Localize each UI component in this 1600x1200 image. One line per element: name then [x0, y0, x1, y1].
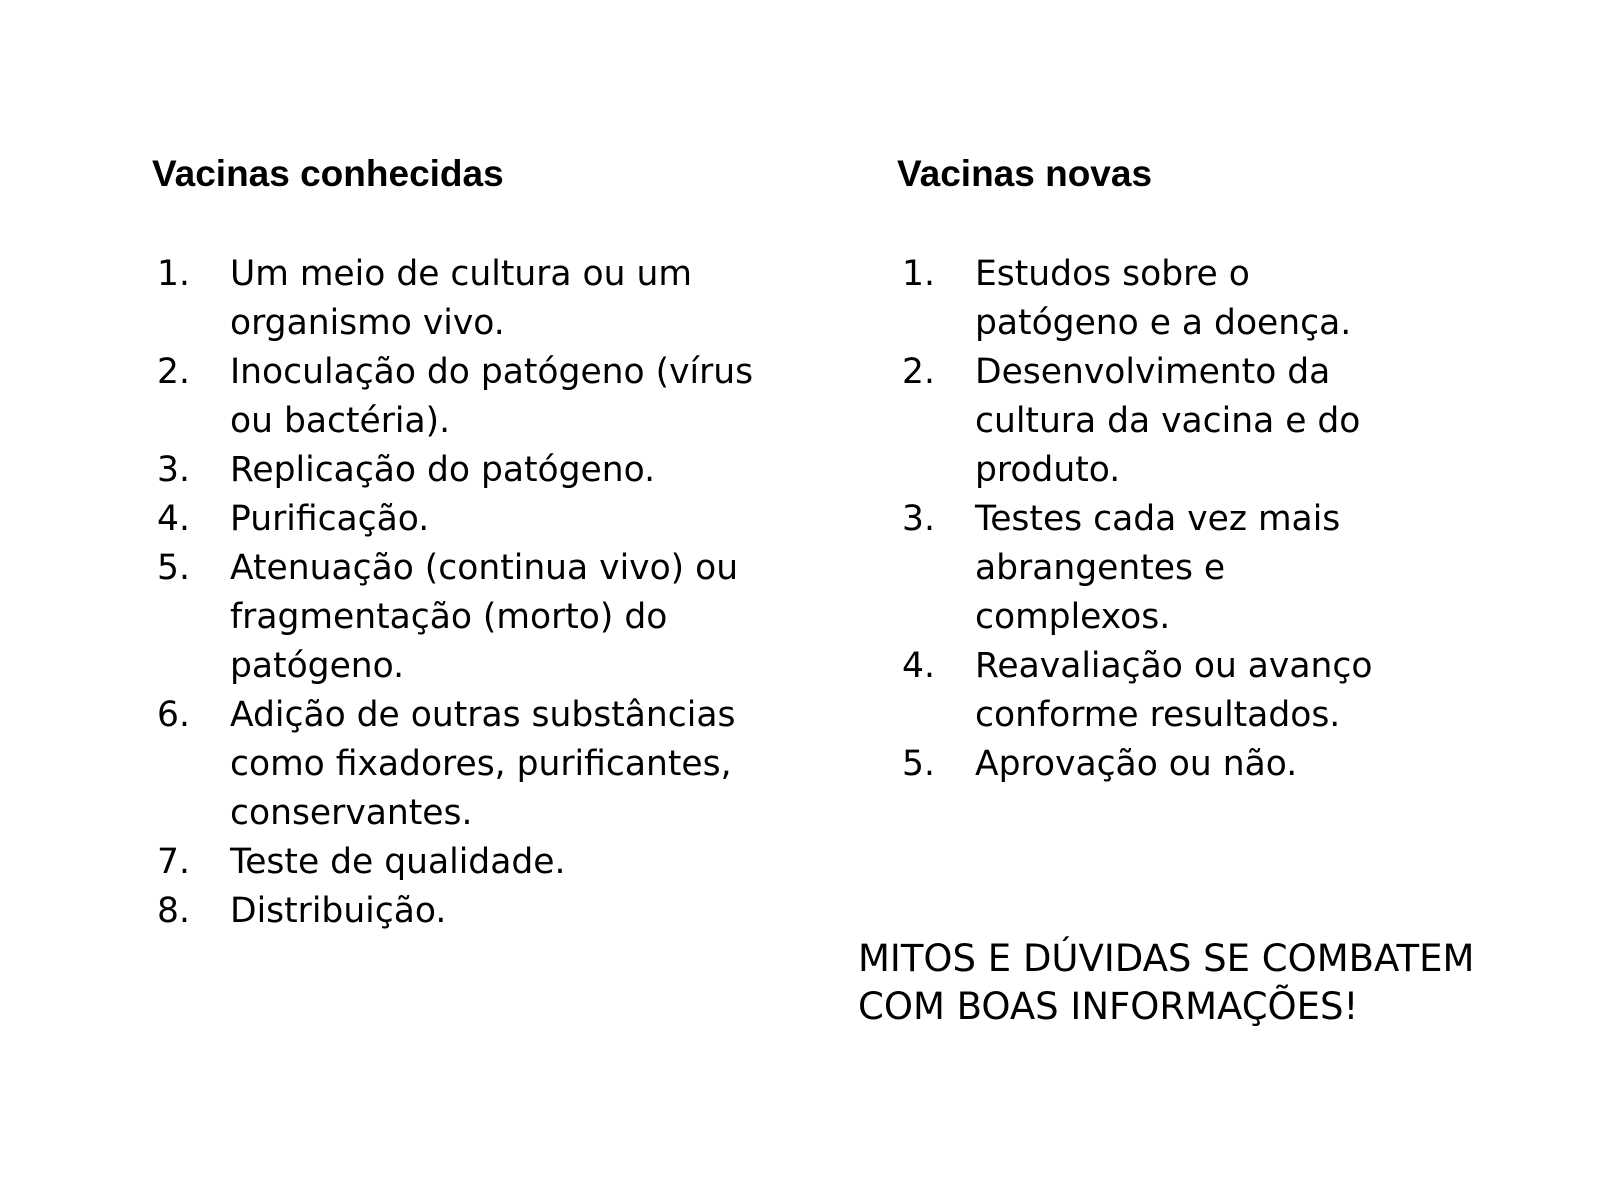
item-text: Inoculação do patógeno (vírus ou bactéria). — [230, 352, 754, 441]
footer-line-2: COM BOAS INFORMAÇÕES! — [858, 985, 1359, 1028]
list-item — [157, 887, 790, 936]
list-item — [902, 495, 1415, 642]
list-item — [157, 250, 790, 348]
item-text: Testes cada vez mais abrangentes e complexos. — [975, 499, 1341, 637]
list-item — [902, 250, 1415, 348]
item-number: 3. — [902, 499, 935, 539]
item-number: 2. — [157, 352, 190, 392]
item-text: Adição de outras substâncias como fixadores, purificantes, conservantes. — [230, 695, 736, 833]
footer-slogan — [858, 935, 1558, 1031]
item-number: 8. — [157, 891, 190, 931]
item-number: 1. — [157, 254, 190, 294]
item-number: 3. — [157, 450, 190, 490]
new-vaccines-list — [902, 250, 1415, 789]
item-number: 5. — [157, 548, 190, 588]
item-text: Aprovação ou não. — [975, 744, 1298, 784]
list-item — [157, 691, 790, 838]
item-text: Distribuição. — [230, 891, 447, 931]
known-vaccines-list — [157, 250, 790, 936]
footer-line-1: MITOS E DÚVIDAS SE COMBATEM — [858, 937, 1475, 980]
list-item — [902, 348, 1415, 495]
item-number: 4. — [157, 499, 190, 539]
new-vaccines-column — [897, 152, 1517, 784]
item-number: 4. — [902, 646, 935, 686]
item-text: Estudos sobre o patógeno e a doença. — [975, 254, 1352, 343]
item-text: Purificação. — [230, 499, 430, 539]
list-item — [157, 838, 790, 887]
known-vaccines-heading: Vacinas conhecidas — [152, 153, 504, 194]
list-item — [902, 642, 1415, 740]
item-number: 5. — [902, 744, 935, 784]
item-text: Um meio de cultura ou um organismo vivo. — [230, 254, 692, 343]
new-vaccines-heading: Vacinas novas — [897, 153, 1153, 194]
item-text: Atenuação (continua vivo) ou fragmentação (morto) do patógeno. — [230, 548, 739, 686]
list-item — [157, 544, 790, 691]
item-text: Replicação do patógeno. — [230, 450, 656, 490]
item-number: 1. — [902, 254, 935, 294]
item-number: 7. — [157, 842, 190, 882]
item-text: Reavaliação ou avanço conforme resultados. — [975, 646, 1373, 735]
known-vaccines-column — [152, 152, 792, 931]
list-item — [157, 495, 790, 544]
list-item — [902, 740, 1415, 789]
item-text: Desenvolvimento da cultura da vacina e do produto. — [975, 352, 1361, 490]
list-item — [157, 348, 790, 446]
item-number: 6. — [157, 695, 190, 735]
item-number: 2. — [902, 352, 935, 392]
list-item — [157, 446, 790, 495]
item-text: Teste de qualidade. — [230, 842, 566, 882]
